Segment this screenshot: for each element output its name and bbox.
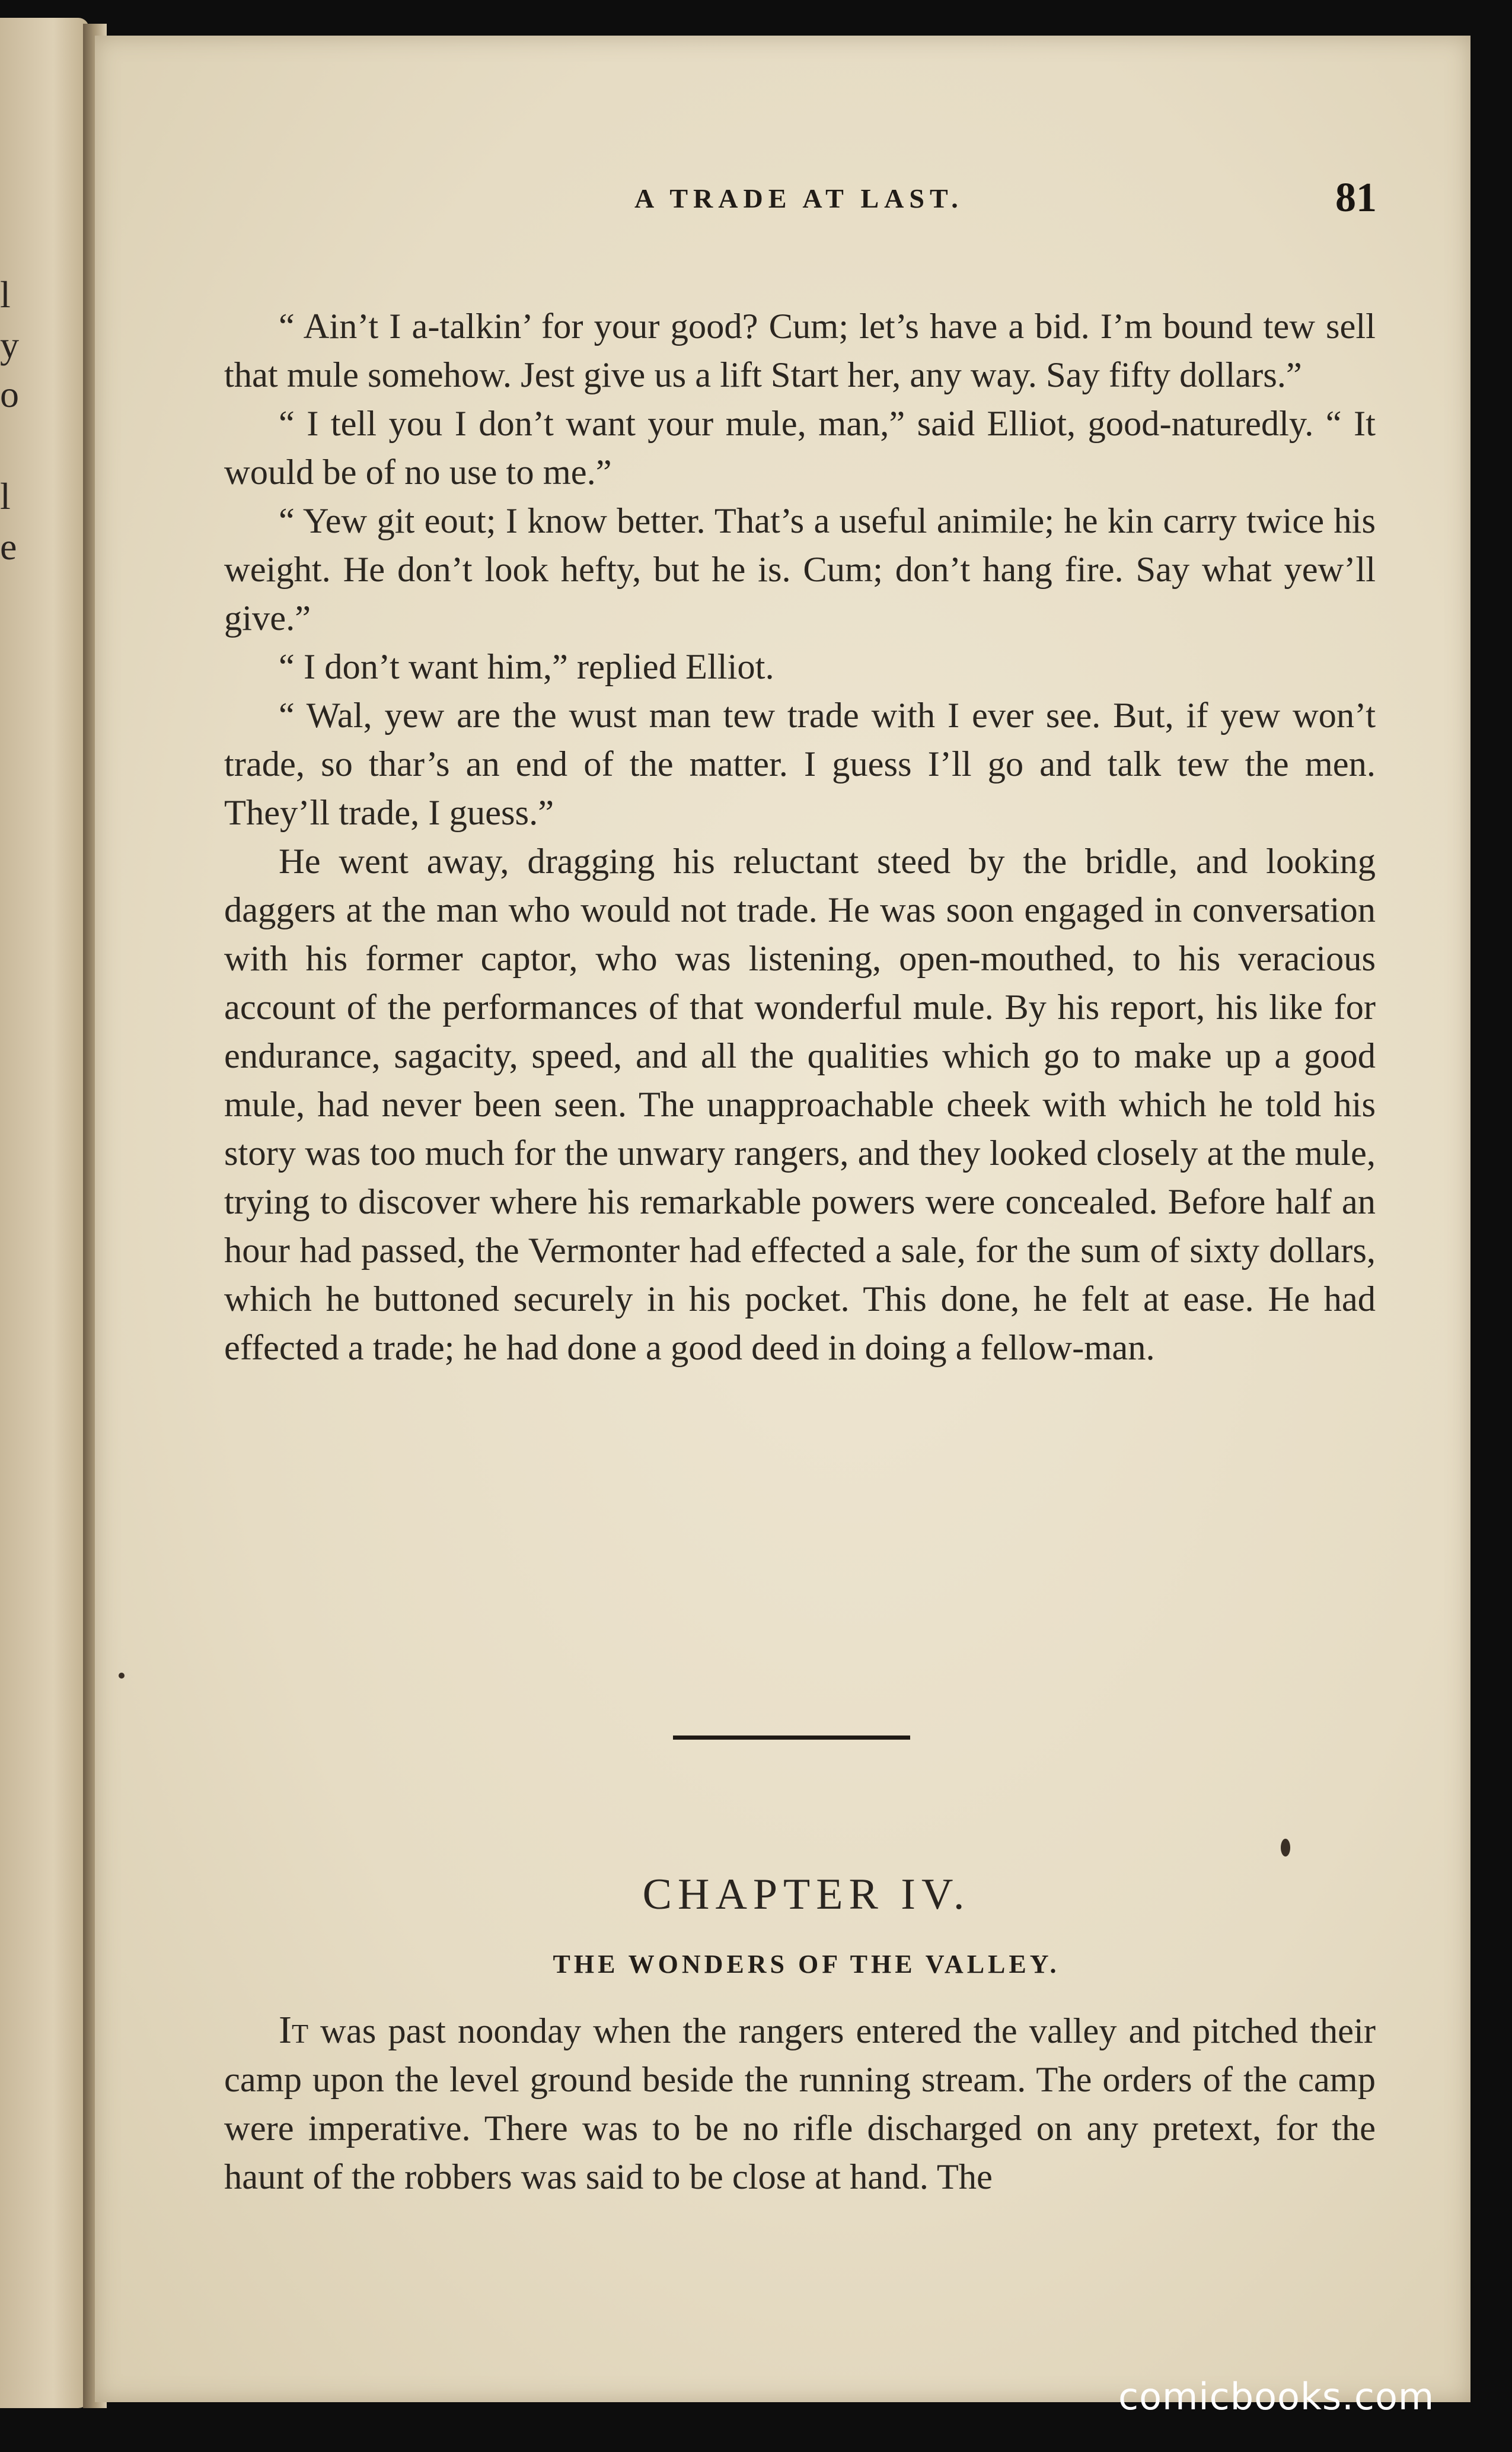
edge-letter: o	[0, 373, 19, 415]
paragraph: He went away, dragging his reluctant steed by the bridle, and looking daggers at the man who would not trade. He was soon engaged in conversation with his former captor, who was listening, open-mouthed, to his veracious account of the performances of that wonderful mule. By his report, his like for endurance, sagacity, speed, and all the qualities which go to make up a good mule, had never been seen. The unapproachable cheek with which he told his story was too much for the unwary rangers, and they looked closely at the mule, trying to discover where his remarkable powers were concealed. Before half an hour had passed, the Vermonter had effected a sale, for the sum of sixty dollars, which he buttoned securely in his pocket. This done, he felt at ease. He had effected a trade; he had done a good deed in doing a fellow-man.	[224, 842, 1376, 1368]
paragraph: “ Ain’t I a-talkin’ for your good? Cum; let’s have a bid. I’m bound tew sell that mule somehow. Jest give us a lift Start her, any way. Say fifty dollars.”	[224, 307, 1376, 395]
chapter-opening-paragraph	[224, 2006, 1376, 2202]
running-head	[95, 175, 1512, 230]
paragraph: “ I don’t want him,” replied Elliot.	[279, 647, 774, 687]
book-page	[95, 36, 1470, 2402]
chapter-subtitle: THE WONDERS OF THE VALLEY.	[553, 1950, 1060, 1979]
edge-letter: e	[0, 526, 17, 568]
watermark: comicbooks.com	[1118, 2375, 1435, 2418]
paragraph: “ I tell you I don’t want your mule, man,” said Elliot, good-naturedly. “ It would be of no use to me.”	[224, 404, 1376, 492]
ink-speck	[1281, 1839, 1290, 1856]
paragraph-text: was past noonday when the rangers entered the valley and pitched their camp upon the level ground beside the running stream. The orders of the camp were imperative. There was to be no rifle discharged on any pretext, for the haunt of the robbers was said to be close at hand. The	[224, 2011, 1376, 2197]
edge-letter: y	[0, 324, 19, 366]
body-text-top	[224, 302, 1376, 1373]
section-divider	[673, 1735, 910, 1740]
paragraph: “ Yew git eout; I know better. That’s a useful animile; he kin carry twice his weight. He don’t look hefty, but he is. Cum; don’t hang fire. Say what yew’ll give.”	[224, 501, 1376, 638]
edge-letter: l	[0, 475, 11, 517]
running-title: A TRADE AT LAST.	[634, 183, 964, 214]
drop-cap: It	[279, 2008, 309, 2052]
previous-page-edge	[0, 18, 89, 2408]
edge-letter: l	[0, 273, 11, 316]
chapter-heading: CHAPTER IV.	[642, 1870, 971, 1919]
body-text-chapter	[224, 2006, 1376, 2202]
paragraph: “ Wal, yew are the wust man tew trade with I ever see. But, if yew won’t trade, so thar’s an end of the matter. I guess I’ll go and talk tew the men. They’ll trade, I guess.”	[224, 696, 1376, 833]
ink-speck	[119, 1673, 125, 1679]
page-number: 81	[1335, 175, 1377, 221]
